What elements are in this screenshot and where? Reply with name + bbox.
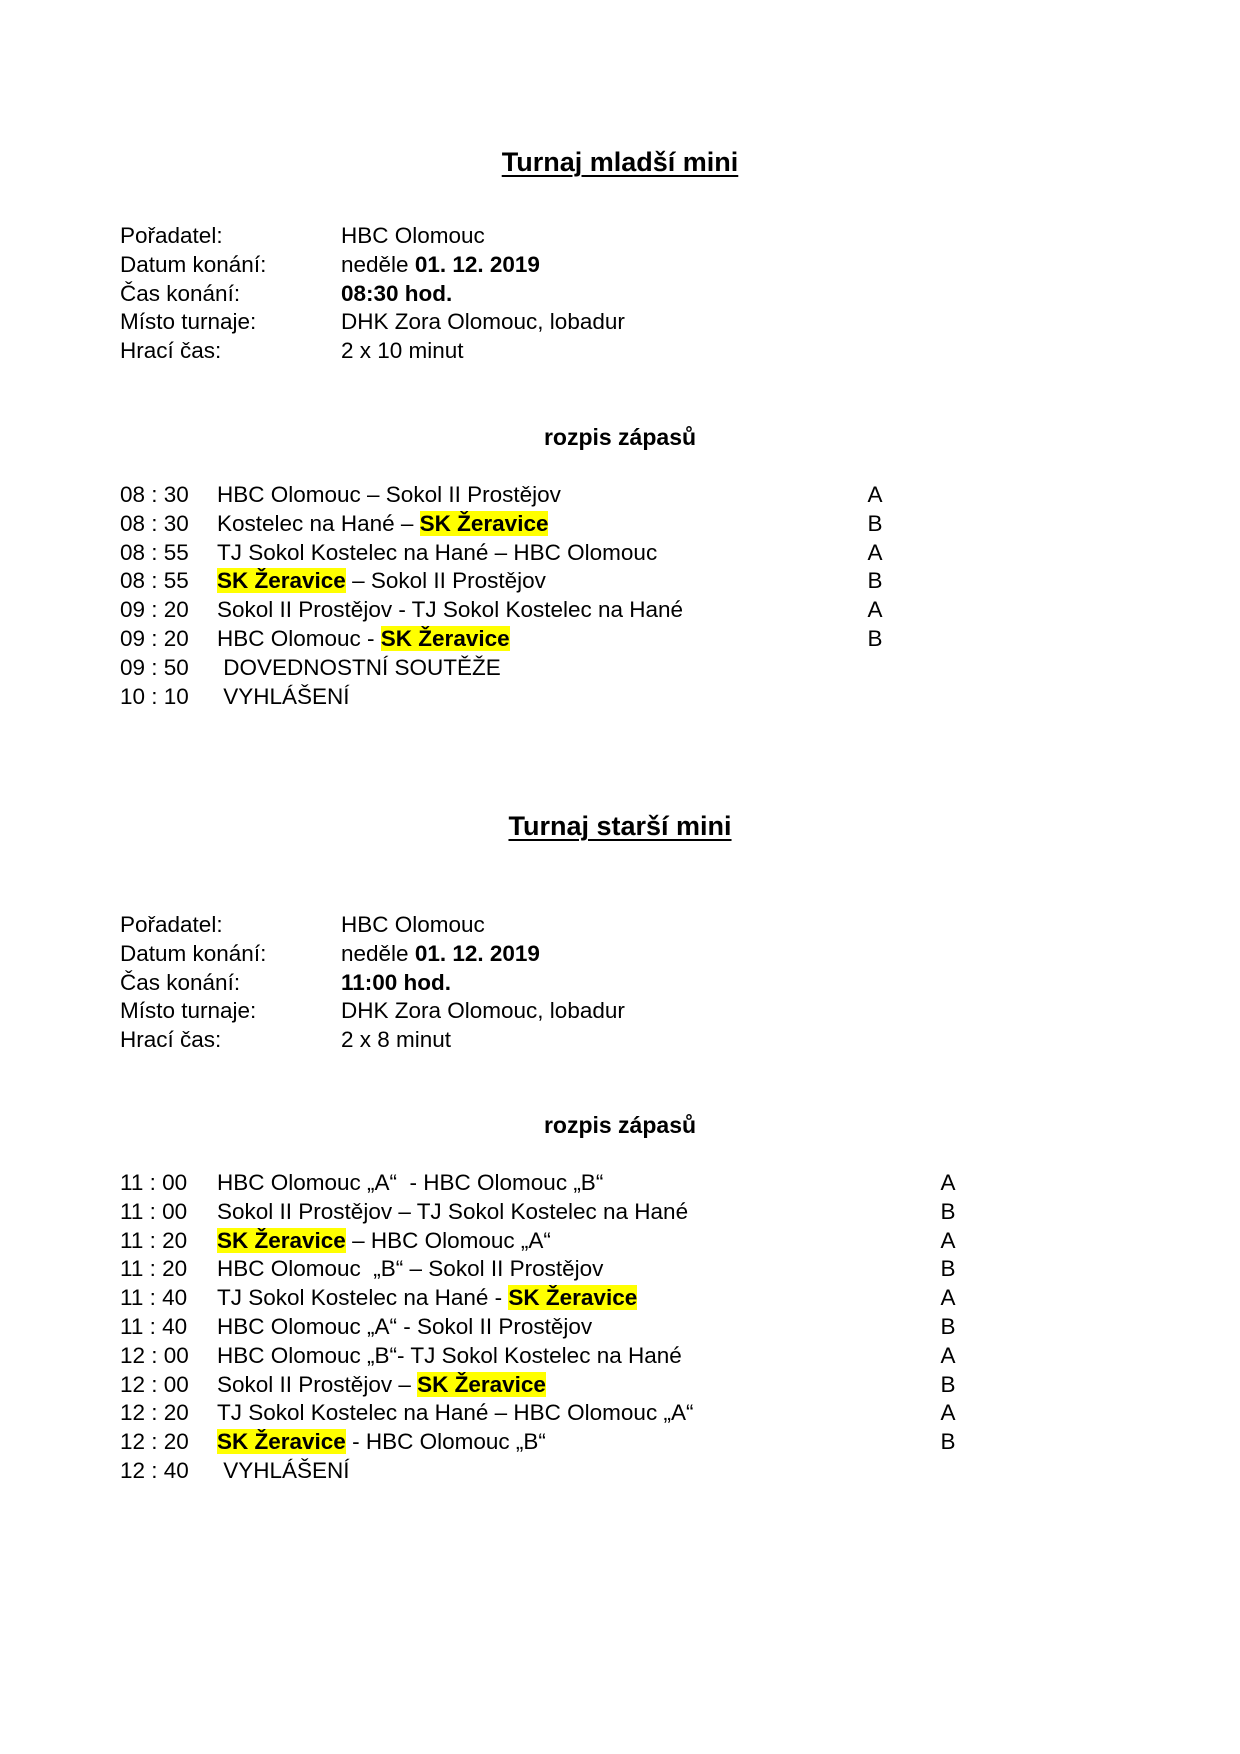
info-label: Místo turnaje:	[120, 309, 257, 335]
info-value-bold: 11:00 hod.	[341, 969, 452, 995]
match-description	[217, 1255, 603, 1284]
highlighted-team: SK Žeravice	[217, 1227, 346, 1253]
info-label: Hrací čas:	[120, 338, 222, 364]
info-value	[341, 969, 920, 998]
info-value	[341, 997, 920, 1026]
match-group: A	[867, 482, 883, 507]
match-time: 11 : 40	[120, 1313, 188, 1339]
info-label: Datum konání:	[120, 940, 267, 966]
match-text: HBC Olomouc „B“ – Sokol II Prostějov	[217, 1256, 604, 1282]
info-row-date	[120, 251, 920, 280]
info-value-plain: DHK Zora Olomouc, lobadur	[341, 309, 625, 335]
info-row-playtime	[120, 1026, 920, 1055]
match-row	[120, 539, 1120, 568]
highlighted-team: SK Žeravice	[419, 510, 549, 536]
match-time: 12 : 00	[120, 1371, 189, 1397]
info-row-venue	[120, 308, 920, 337]
match-description	[217, 1313, 592, 1342]
match-description	[217, 625, 510, 654]
match-row	[120, 481, 1120, 510]
match-group: A	[940, 1285, 956, 1311]
match-description	[217, 1342, 682, 1371]
match-row	[120, 1399, 1120, 1428]
info-value	[341, 911, 920, 940]
info-label: Pořadatel:	[120, 223, 223, 248]
match-row	[120, 1313, 1120, 1342]
match-time: 11 : 20	[120, 1227, 188, 1253]
match-row	[120, 1198, 1120, 1227]
match-time: 08 : 30	[120, 510, 189, 536]
info-value-bold: 08:30 hod.	[341, 280, 453, 306]
match-time: 11 : 40	[120, 1285, 188, 1311]
match-time: 11 : 00	[120, 1170, 188, 1195]
info-value	[341, 251, 920, 280]
match-row	[120, 596, 1120, 625]
match-group: B	[940, 1371, 956, 1397]
match-text: VYHLÁŠENÍ	[217, 683, 350, 709]
match-row	[120, 1428, 1120, 1457]
highlighted-team: SK Žeravice	[217, 568, 346, 594]
match-time: 12 : 40	[120, 1457, 189, 1483]
info-label: Místo turnaje:	[120, 998, 257, 1024]
match-description	[217, 1371, 546, 1400]
match-description	[217, 596, 683, 625]
info-value-bold: 01. 12. 2019	[414, 251, 540, 277]
tournament2-schedule	[120, 1169, 1120, 1486]
info-value-plain: 2 x 8 minut	[341, 1027, 452, 1053]
match-text: TJ Sokol Kostelec na Hané – HBC Olomouc „A“	[217, 1400, 694, 1426]
highlighted-team: SK Žeravice	[508, 1285, 638, 1311]
info-value-plain: HBC Olomouc	[341, 223, 485, 248]
match-group: B	[867, 510, 883, 536]
tournament2-info	[120, 911, 920, 1055]
match-text: Sokol II Prostějov - TJ Sokol Kostelec na Hané	[217, 597, 684, 623]
match-group: A	[940, 1400, 956, 1426]
match-time: 08 : 55	[120, 568, 189, 594]
match-text: Sokol II Prostějov –	[217, 1371, 418, 1397]
tournament2-schedule-heading: rozpis zápasů	[543, 1112, 697, 1138]
info-value-plain: neděle	[341, 940, 415, 966]
match-description	[217, 1399, 693, 1428]
match-description	[217, 1227, 551, 1256]
match-text: HBC Olomouc -	[217, 625, 381, 651]
match-text: TJ Sokol Kostelec na Hané -	[217, 1285, 509, 1311]
match-description	[217, 481, 561, 510]
match-text: – HBC Olomouc „A“	[345, 1227, 551, 1253]
match-group: A	[940, 1227, 956, 1253]
highlighted-team: SK Žeravice	[217, 1429, 346, 1455]
match-group: A	[940, 1170, 956, 1195]
highlighted-team: SK Žeravice	[417, 1371, 546, 1397]
match-row	[120, 567, 1120, 596]
info-row-playtime	[120, 337, 920, 366]
match-time: 09 : 20	[120, 625, 189, 651]
match-row	[120, 1342, 1120, 1371]
tournament1-info	[120, 222, 920, 366]
info-value	[341, 222, 920, 251]
match-row	[120, 1169, 1120, 1198]
match-time: 12 : 00	[120, 1342, 189, 1368]
info-label: Čas konání:	[120, 969, 241, 995]
info-value-bold: 01. 12. 2019	[414, 940, 540, 966]
match-row	[120, 1284, 1120, 1313]
match-text: DOVEDNOSTNÍ SOUTĚŽE	[217, 654, 501, 680]
match-description	[217, 567, 546, 596]
match-time: 08 : 55	[120, 539, 189, 565]
match-group: B	[867, 625, 883, 651]
match-row	[120, 683, 1120, 712]
match-row	[120, 1371, 1120, 1400]
match-row	[120, 654, 1120, 683]
info-label: Pořadatel:	[120, 912, 223, 937]
info-value	[341, 280, 920, 309]
info-value	[341, 1026, 920, 1055]
match-row	[120, 1227, 1120, 1256]
match-group: B	[940, 1198, 956, 1224]
info-value	[341, 940, 920, 969]
match-description	[217, 539, 657, 568]
match-time: 09 : 20	[120, 597, 189, 623]
info-value-plain: HBC Olomouc	[341, 912, 485, 937]
match-row	[120, 510, 1120, 539]
match-time: 09 : 50	[120, 654, 189, 680]
info-label: Datum konání:	[120, 251, 267, 277]
tournament1-schedule-heading: rozpis zápasů	[543, 424, 697, 450]
match-group: A	[867, 539, 883, 565]
match-text: Sokol II Prostějov – TJ Sokol Kostelec na Hané	[217, 1198, 689, 1224]
match-description	[217, 510, 548, 539]
info-row-organizer	[120, 222, 920, 251]
match-row	[120, 1457, 1120, 1486]
match-group: B	[867, 568, 883, 594]
tournament1-title: Turnaj mladší mini	[501, 147, 739, 177]
match-text: VYHLÁŠENÍ	[217, 1457, 350, 1483]
info-value-plain: neděle	[341, 251, 415, 277]
match-text: – Sokol II Prostějov	[345, 568, 546, 594]
match-group: B	[940, 1256, 956, 1282]
info-row-time	[120, 969, 920, 998]
match-time: 12 : 20	[120, 1429, 189, 1455]
match-time: 11 : 00	[120, 1198, 188, 1224]
match-group: B	[940, 1429, 956, 1455]
info-value	[341, 308, 920, 337]
match-text: HBC Olomouc „B“- TJ Sokol Kostelec na Hané	[217, 1342, 682, 1368]
info-label: Čas konání:	[120, 280, 241, 306]
match-text: Kostelec na Hané –	[217, 510, 420, 536]
match-description	[217, 1169, 603, 1198]
match-time: 08 : 30	[120, 482, 189, 507]
info-value	[341, 337, 920, 366]
match-row	[120, 1255, 1120, 1284]
info-value-plain: 2 x 10 minut	[341, 338, 464, 364]
info-row-organizer	[120, 911, 920, 940]
info-value-plain: DHK Zora Olomouc, lobadur	[341, 998, 625, 1024]
match-text: HBC Olomouc „A“ - Sokol II Prostějov	[217, 1313, 593, 1339]
match-description	[217, 654, 501, 683]
info-label: Hrací čas:	[120, 1027, 222, 1053]
highlighted-team: SK Žeravice	[380, 625, 510, 651]
match-description	[217, 1457, 350, 1486]
match-description	[217, 1284, 637, 1313]
match-text: HBC Olomouc „A“ - HBC Olomouc „B“	[217, 1170, 604, 1195]
match-description	[217, 683, 350, 712]
match-text: - HBC Olomouc „B“	[345, 1429, 546, 1455]
tournament1-schedule	[120, 481, 1120, 711]
match-text: TJ Sokol Kostelec na Hané – HBC Olomouc	[217, 539, 658, 565]
match-group: B	[940, 1313, 956, 1339]
match-text: HBC Olomouc – Sokol II Prostějov	[217, 482, 561, 507]
match-group: A	[867, 597, 883, 623]
info-row-venue	[120, 997, 920, 1026]
tournament2-title: Turnaj starší mini	[508, 811, 732, 841]
match-description	[217, 1428, 546, 1457]
match-time: 10 : 10	[120, 683, 189, 709]
match-time: 12 : 20	[120, 1400, 189, 1426]
info-row-date	[120, 940, 920, 969]
match-row	[120, 625, 1120, 654]
match-time: 11 : 20	[120, 1256, 188, 1282]
match-group: A	[940, 1342, 956, 1368]
match-description	[217, 1198, 688, 1227]
info-row-time	[120, 280, 920, 309]
